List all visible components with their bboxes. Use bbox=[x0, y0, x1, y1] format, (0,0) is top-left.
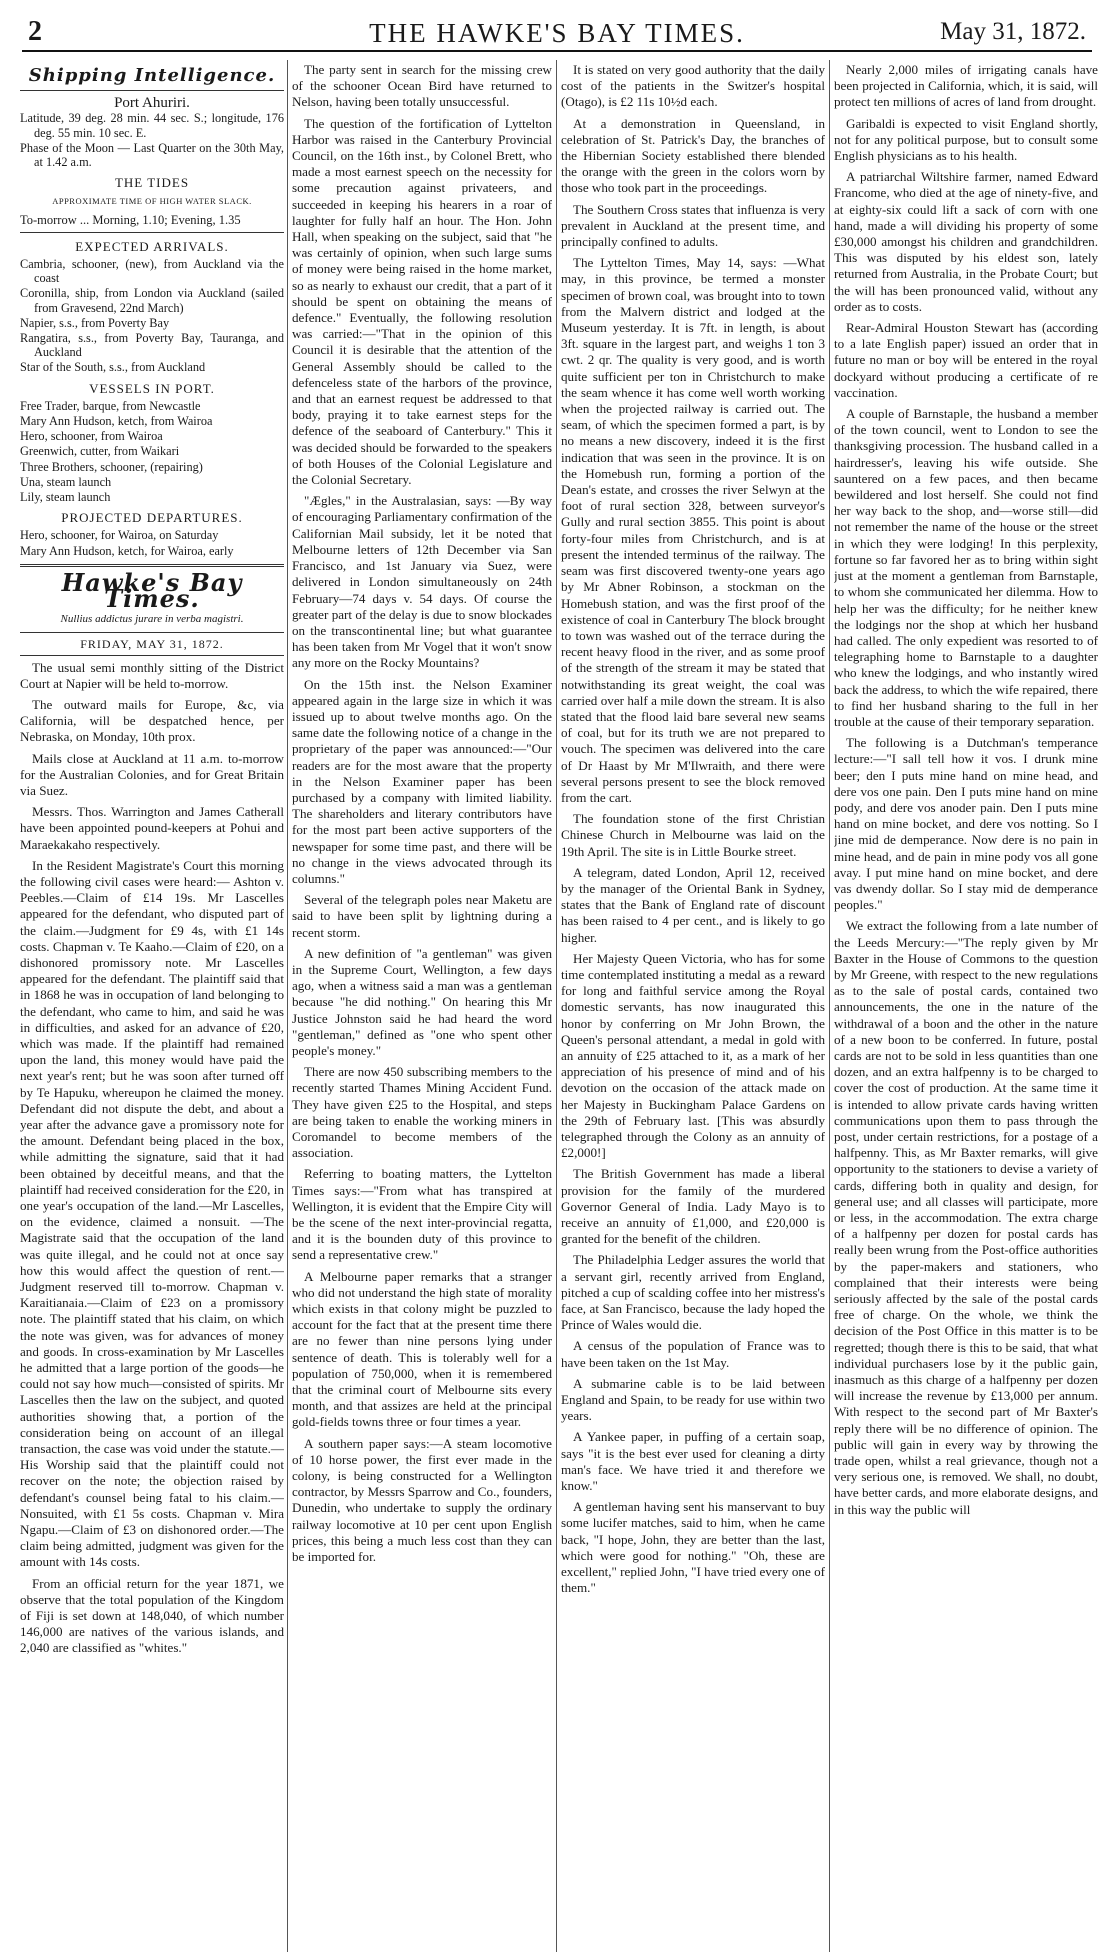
news-paragraph: On the 15th inst. the Nelson Examiner appeared again in the large size in which it was issued up to about twelve months ago. On the same date the following notice of a change in the proprietary of the paper was announced:—"Our readers are for the most aware that the property in the Nelson Examiner paper has been purchased by a company with limited liability. The shareholders and literary contributors have for the most part been active supporters of the newspaper for some time past, and there will be no change in the views advocated through its columns." bbox=[292, 676, 552, 886]
divider bbox=[20, 655, 284, 656]
masthead-title: Hawke's Bay Times. bbox=[61, 567, 243, 614]
news-paragraph: It is stated on very good authority that the daily cost of the patients in the Switzer's hospital (Otago), is £2 11s 10½d each. bbox=[561, 62, 825, 110]
column-4 bbox=[834, 62, 1098, 1954]
news-paragraph: The Lyttelton Times, May 14, says: —What may, in this province, be termed a monster specimen of brown coal, was brought into to town from the Malvern district and lodged at the Museum yesterday. It is 7ft. in length, is about 3ft. square in the largest part, and weighs 1 ton 3 cwt. 2 qr. The quality is very good, and is worth quite sufficient per ton in Christchurch to make the seam whence it has come well worth working when the projected railway is carried out. The seam, of which the specimen formed a part, is by no means a new discovery, indeed it is the first indication that was seen in the province. It is on the Homebush run, forming a portion of the Dean's estate, and crosses the river Selwyn at the foot of rural section 328, between surveyor's Gully and rural section 3855. This point is about forty-four miles from Christchurch, and is at present the intended terminus of the railway. The seam was first discovered twenty-one years ago by Mr Abner Robinson, a stockman on the Homebush station, and was the first proof of the existence of coal in Canterbury The block brought to town was washed out of the terrace during the recent heavy flood in the river, and as some proof of the strength of the stream it may be stated that notwithstanding its great weight, the coal was carried over half a mile down the stream. It is also stated that the flood laid bare several new seams of coal, but for its truth we are not prepared to vouch. The specimen was delivered into the care of Dr Haast by Mr M'Ilwraith, and there were several persons present to see the block removed from the cart. bbox=[561, 255, 825, 805]
news-paragraph: The British Government has made a liberal provision for the family of the murdered Governor General of India. Lady Mayo is to receive an annuity of £1,000, and £20,000 is granted for the benefit of the children. bbox=[561, 1166, 825, 1247]
arrival-item: Coronilla, ship, from London via Auckland (sailed from Gravesend, 22nd March) bbox=[20, 286, 284, 315]
vessel-item: Una, steam launch bbox=[20, 474, 112, 489]
news-paragraph: Mails close at Auckland at 11 a.m. to-morrow for the Australian Colonies, and for Great Britain via Suez. bbox=[20, 750, 284, 798]
divider bbox=[20, 232, 284, 233]
port-name: Port Ahuriri. bbox=[114, 95, 190, 112]
column-1 bbox=[20, 62, 284, 1954]
column-3 bbox=[561, 62, 825, 1954]
vessel-item: Mary Ann Hudson, ketch, from Wairoa bbox=[20, 414, 213, 429]
vessels-heading: VESSELS IN PORT. bbox=[89, 380, 215, 396]
page-number: 2 bbox=[28, 16, 42, 47]
newspaper-title: THE HAWKE'S BAY TIMES. bbox=[369, 18, 745, 48]
news-paragraph: A Yankee paper, in puffing of a certain soap, says "it is the best ever used for cleaning a dirty man's face. We have tried it and therefore we know." bbox=[561, 1429, 825, 1494]
arrivals-heading: EXPECTED ARRIVALS. bbox=[75, 238, 229, 254]
tides-heading: THE TIDES bbox=[114, 175, 190, 191]
column-rule bbox=[829, 60, 830, 1952]
news-paragraph: From an official return for the year 1871, we observe that the total population of the Kingdom of Fiji is set down at 148,040, of which number 146,000 are natives of the various islands, and 2,040 are classified as "whites." bbox=[20, 1575, 284, 1656]
arrival-item: Cambria, schooner, (new), from Auckland via the coast bbox=[20, 257, 284, 286]
column-rule bbox=[287, 60, 288, 1952]
news-paragraph: The usual semi monthly sitting of the District Court at Napier will be held to-morrow. bbox=[20, 659, 284, 691]
arrival-item: Star of the South, s.s., from Auckland bbox=[20, 360, 206, 375]
news-paragraph: The outward mails for Europe, &c, via California, will be despatched hence, per Nebraska, on Monday, 10th prox. bbox=[20, 696, 284, 745]
news-paragraph: A Melbourne paper remarks that a stranger who did not understand the high state of morality which exists in that colony might be puzzled to account for the fact that at the present time there are no fewer than nine persons lying under sentence of death. This is tolerably well for a population of 750,000, when it is remembered that the criminal court of Melbourne sits every month, and that assizes are held at the principal gold-fields towns three or four times a year. bbox=[292, 1268, 552, 1430]
arrival-item: Napier, s.s., from Poverty Bay bbox=[20, 315, 170, 330]
masthead-motto: Nullius addictus jurare in verba magistri. bbox=[60, 613, 244, 626]
dateline: FRIDAY, MAY 31, 1872. bbox=[80, 636, 224, 651]
news-paragraph: At a demonstration in Queensland, in celebration of St. Patrick's Day, the branches of the Hibernian Society established there blended the orange with the green in the colors worn by those who took part in the proceedings. bbox=[561, 115, 825, 196]
departures-heading: PROJECTED DEPARTURES. bbox=[61, 510, 243, 526]
departure-item: Mary Ann Hudson, ketch, for Wairoa, early bbox=[20, 543, 234, 558]
arrival-item: Rangatira, s.s., from Poverty Bay, Tauranga, and Auckland bbox=[20, 331, 284, 360]
news-paragraph: A patriarchal Wiltshire farmer, named Edward Francome, who died at the age of ninety-five, and at eighty-six could lift a sack of corn with one hand, made a will dividing his property of some £30,000 amongst his children and grandchildren. This was disputed by his eldest son, lately returned from Australia, in the Probate Court; but the will has been pronounced valid, without any order as to costs. bbox=[834, 169, 1098, 314]
news-paragraph: Messrs. Thos. Warrington and James Catherall have been appointed pound-keepers at Pohui and Maraekakaho respectively. bbox=[20, 804, 284, 852]
news-paragraph: Several of the telegraph poles near Maketu are said to have been split by lightning during a recent storm. bbox=[292, 892, 552, 940]
news-paragraph: The party sent in search for the missing crew of the schooner Ocean Bird have returned to Nelson, having been totally unsuccessful. bbox=[292, 62, 552, 110]
vessel-item: Hero, schooner, from Wairoa bbox=[20, 429, 163, 444]
column-rule bbox=[556, 60, 557, 1952]
news-paragraph: A couple of Barnstaple, the husband a member of the town council, went to London to see the thanksgiving procession. The husband called in a hairdresser's, leaving his wife outside. She sauntered on a few paces, and then became bewildered and lost herself. She could not find her way back to the shop, and—worse still—did not remember the name of the house or the street in which they were lodging! In this perplexity, fortune so far favored her as to bring within sight just at the moment a gentleman from Barnstaple, to whom she communicated her dilemma. How to help her was the difficulty; for he neither knew the lodgings nor the shop at which her husband had called. The only expedient was resorted to of telegraphing home to Barnstaple to a daughter who knew the lodgings, and who instantly wired back the address, to which the wife repaired, there to find her husband sharing to the full in her trouble at the cause of their temporary separation. bbox=[834, 406, 1098, 729]
news-paragraph: A new definition of "a gentleman" was given in the Supreme Court, Wellington, a few days ago, when a witness said a man was a gentleman because "he did nothing." On hearing this Mr Justice Johnston said he had heard the word "gentleman," defined as "one who spent other people's money." bbox=[292, 945, 552, 1058]
news-paragraph: There are now 450 subscribing members to the recently started Thames Mining Accident Fund. They have given £25 to the Hospital, and steps are being taken to enable the working miners in Coromandel to become members of the association. bbox=[292, 1064, 552, 1161]
news-paragraph: Garibaldi is expected to visit England shortly, not for any political purpose, but to consult some English physicians as to his health. bbox=[834, 115, 1098, 164]
issue-date: May 31, 1872. bbox=[940, 18, 1086, 45]
vessel-item: Greenwich, cutter, from Waikari bbox=[20, 444, 180, 459]
news-paragraph: A gentleman having sent his manservant to buy some lucifer matches, said to him, when he came back, "I hope, John, they are better than the last, which were good for nothing." "Oh, these are excellent," replied John, "I have tried every one of them." bbox=[561, 1499, 825, 1596]
news-paragraph: In the Resident Magistrate's Court this morning the following civil cases were heard:— Ashton v. Peebles.—Claim of £14 19s. Mr Lascelles appeared for the defendant, who disputed part of the claim.—Judgment for £9 4s, with £1 14s costs. Chapman v. Te Kaaho.—Claim of £20, on a dishonored promissory note. Mr Lascelles appeared for the defendant. The plaintiff said that in 1868 he was in occupation of land belonging to the defendant, who came to him, and said he was in difficulties, and asked for an advance of £20, which was made. If the plaintiff had remained upon the land, this money would have paid the next year's rent; but he was soon after turned off by Te Hapuku, whereupon he claimed the money. Defendant did not dispute the debt, and about a year after the advance gave a promissory note for the amount. Defendant being placed in the box, while admitting the signature, said that it had been obtained by deceitful means, and that the plaintiff had received consideration for the £20, in one year's occupation of the land.—Mr Lascelles, on the evidence, claimed a nonsuit. —The Magistrate said that the occupation of the land was quite illegal, and he could not at once say how this would affect the question of rent.—Judgment reserved till to-morrow. Chapman v. Karaitianaia.—Claim of £23 on a promissory note. The plaintiff stated that his claim, on which the note was given, was for advances of money and goods. In cross-examination by Mr Lascelles he admitted that a large portion of the goods—he could not say how much—consisted of spirits. Mr Lascelles then the law on the subject, and quoted authorities showing that, a portion of the consideration being on account of an illegal transaction, the case was void under the statute.—His Worship said that the plaintiff could not recover on the note; the objection raised by defendant's counsel being fatal to his claim.—Nonsuited, with £1 5s costs. Chapman v. Mira Ngapu.—Claim of £3 on dishonored order.—The claim being admitted, judgment was given for the amount with 14s costs. bbox=[20, 857, 284, 1570]
news-paragraph: The question of the fortification of Lyttelton Harbor was raised in the Canterbury Provincial Council, on the 16th inst., by Colonel Brett, who made a most earnest speech on the necessity for some precaution against privateers, and succeeded in keeping his hearers in a roar of laughter for fully half an hour. The Hon. John Hall, when speaking on the subject, said that "he was certainly of opinion, when such large sums of money were being raised in the home market, so as nearly to exhaust our credit, that a part of it should be spent on obtaining the means of defence." Eventually, the following resolution was carried:—"That in the opinion of this Council it is desirable that the attention of the General Assembly should be called to the defenceless state of the harbors of the province, and that an earnest request be addressed to that body, praying it to take earnest steps for the defence of the seaboard of Canterbury." This it was decided should be forwarded to the speakers of both Houses of the Colonial Legislature and the Colonial Secretary. bbox=[292, 115, 552, 488]
divider bbox=[20, 564, 284, 567]
moon-phase: Phase of the Moon — Last Quarter on the 30th May, at 1.42 a.m. bbox=[20, 140, 284, 170]
tides-times: To-morrow ... Morning, 1.10; Evening, 1.35 bbox=[20, 212, 241, 227]
news-paragraph: "Ægles," in the Australasian, says: —By way of encouraging Parliamentary confirmation of the Californian Mail subsidy, let it be noted that Melbourne letters of 12th December via San Francisco, and 1st January via Suez, were delivered in London simultaneously on 24th February—74 days v. 54 days. Of course the greater part of the delay is due to snow blockades on the transcontinental line; but what guarantee has been taken from Mr Vogel that it won't snow any more on the Rocky Mountains? bbox=[292, 493, 552, 671]
vessel-item: Lily, steam launch bbox=[20, 490, 111, 505]
news-paragraph: Referring to boating matters, the Lyttelton Times says:—"From what has transpired at Wellington, it is evident that the Empire City will be the scene of the next inter-provincial regatta, and it is the bounden duty of this province to send a representative crew." bbox=[292, 1166, 552, 1263]
news-paragraph: A southern paper says:—A steam locomotive of 10 horse power, the first ever made in the colony, is being constructed for a Wellington contractor, by Messrs Sparrow and Co., founders, Dunedin, who undertake to supply the ordinary railway locomotive at 10 per cent upon English prices, this being a much less cost than they can be imported for. bbox=[292, 1435, 552, 1565]
column-2 bbox=[292, 62, 552, 1954]
news-paragraph: A telegram, dated London, April 12, received by the manager of the Oriental Bank in Sydney, states that the Bank of England rate of discount has been raised to 4 per cent., and is likely to go higher. bbox=[561, 864, 825, 945]
news-paragraph: A submarine cable is to be laid between England and Spain, to be ready for use within two years. bbox=[561, 1375, 825, 1424]
divider bbox=[20, 632, 284, 633]
news-paragraph: Rear-Admiral Houston Stewart has (according to a late English paper) issued an order that in future no man or boy will be entered in the royal dockyard without producing a certificate of re vaccination. bbox=[834, 320, 1098, 400]
vessel-item: Three Brothers, schooner, (repairing) bbox=[20, 459, 203, 474]
news-paragraph: The Philadelphia Ledger assures the world that a servant girl, recently arrived from England, pitched a cup of scalding coffee into her mistress's face, at San Francisco, because the lady hoped the Prince of Wales would die. bbox=[561, 1252, 825, 1333]
news-paragraph: The foundation stone of the first Christian Chinese Church in Melbourne was laid on the 19th April. The site is in Little Bourke street. bbox=[561, 811, 825, 859]
departure-item: Hero, schooner, for Wairoa, on Saturday bbox=[20, 528, 219, 543]
news-paragraph: The Southern Cross states that influenza is very prevalent in Auckland at the present time, and principally confined to adults. bbox=[561, 201, 825, 250]
page-header bbox=[22, 10, 1092, 52]
news-paragraph: The following is a Dutchman's temperance lecture:—"I sall tell how it vos. I drunk mine beer; den I puts mine hand on mine head, and dere vos one pain. Den I puts mine hand on mine pody, and dere vos anoder pain. Den I puts mine hand on mine bocket, and dere vos notting. So I jine mid de demperance. Now dere is no pain in mine head, and de pain in mine pody vos all gone avay. I put mine hand on mine bocket, and dere vas dwendy dollar. So I stay mid de demperance peoples." bbox=[834, 735, 1098, 913]
news-paragraph: We extract the following from a late number of the Leeds Mercury:—"The reply given by Mr Baxter in the House of Commons to the question by Mr Greene, with respect to the new regulations as to the sale of postal cards, contained two announcements, the one in the nature of the withdrawal of a boon and the other in the nature of a new boon to be conferred. In future, postal cards are not to be sold in less quantities than one dozen, and an extra halfpenny is to be charged to cover the cost of production. At the same time it is intended to allow private cards having written communications upon them to pass through the post, under certain restrictions, for a postage of a halfpenny. This, as Mr Baxter remarks, will give opportunity to the stationers to devise a variety of cards, differing both in quality and design, for general use; and all classes will participate, more or less, in the accommodation. The extra charge of a halfpenny per dozen for postal cards has really been wrung from the Post-office authorities by the paper-makers and stationers, who complained that their interests were being seriously affected by the sale of the postal cards free of charge. On the whole, we think the decision of the Post Office in this matter is to be regretted; though there is this to be said, that what individual purchasers lose by it the public gain, inasmuch as this charge of a halfpenny per dozen will increase the revenue by £13,000 per annum. With respect to the second part of Mr Baxter's reply there will be no difference of opinion. The public will gain in every way by throwing the trade open, whilst a real grievance, though not a very serious one, is removed. We shall, no doubt, have better cards, and more elaborate designs, and in this way the public will bbox=[834, 918, 1098, 1517]
shipping-heading: Shipping Intelligence. bbox=[28, 65, 276, 86]
news-paragraph: Her Majesty Queen Victoria, who has for some time contemplated instituting a medal as a reward for long and faithful service among the Royal domestic servants, has now inaugurated this honor by conferring on Mr John Brown, the Queen's personal attendant, a medal in gold with an annuity of £25 attached to it, as a mark of her appreciation of his presence of mind and of his devotion on the occasion of the attack made on her Majesty in Buckingham Palace Gardens on the 29th of February last. [This was absurdly telegraphed through the Colony as an annuity of £2,000!] bbox=[561, 950, 825, 1161]
vessel-item: Free Trader, barque, from Newcastle bbox=[20, 398, 201, 413]
latitude-line: Latitude, 39 deg. 28 min. 44 sec. S.; longitude, 176 deg. 55 min. 10 sec. E. bbox=[20, 111, 284, 140]
news-paragraph: A census of the population of France was to have been taken on the 1st May. bbox=[561, 1338, 825, 1370]
news-paragraph: Nearly 2,000 miles of irrigating canals have been projected in California, which, it is said, will protect ten millions of acres of land from drought. bbox=[834, 62, 1098, 110]
divider bbox=[20, 90, 284, 91]
tides-subheading: APPROXIMATE TIME OF HIGH WATER SLACK. bbox=[52, 196, 252, 207]
